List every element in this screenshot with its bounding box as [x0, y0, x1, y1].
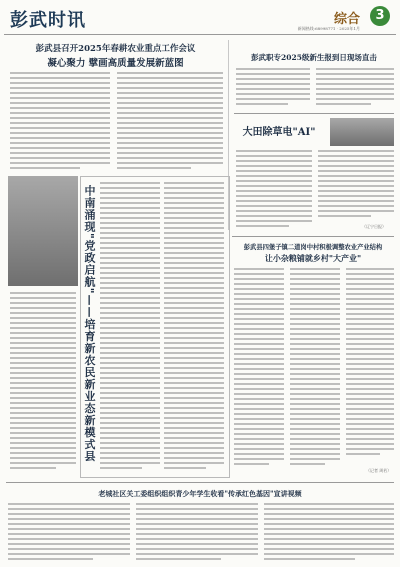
article-6-body-col-3	[264, 503, 394, 561]
article-6-body-col-2	[136, 503, 258, 561]
article-6-title: 老城社区关工委组织组织青少年学生收看"传承红色基因"宣讲视频	[98, 489, 302, 498]
masthead-title: 彭武时讯	[10, 10, 86, 31]
article-5-top-rule	[232, 236, 394, 237]
section-label: 综合	[333, 12, 360, 27]
article-2-body-col-2	[316, 68, 394, 110]
article-3-body-col-1	[236, 150, 312, 230]
masthead	[4, 4, 396, 35]
article-5-body-col-1	[234, 268, 284, 473]
article-3-title: 大田除草电"AI"	[242, 127, 316, 138]
article-4-body-col-1	[100, 182, 160, 472]
article-4-vertical-title: 中南涌现"党政启航"——培育新农民新业态新模式县	[83, 185, 96, 463]
article-1-body-col-2	[117, 72, 223, 172]
article-4-photo	[8, 176, 78, 286]
article-3-photo	[330, 118, 394, 146]
masthead-info: 新闻热线:68998771 · 2025年1月	[297, 26, 360, 31]
article-3-credit: （辽宁日报）	[362, 224, 386, 229]
article-4-left-column	[10, 292, 76, 474]
article-2-body-col-1	[236, 68, 310, 110]
article-1-body-col-1	[10, 72, 110, 172]
article-2-title: 彭武职专2025级新生报到日现场直击	[251, 53, 377, 62]
article-6-top-rule	[6, 482, 394, 483]
article-5-body-col-2	[290, 268, 340, 473]
article-5-body-col-3	[346, 268, 394, 468]
article-6-body-col-1	[8, 503, 130, 561]
article-2-separator	[234, 113, 394, 114]
article-5-title-line-2: 让小杂粮铺就乡村"大产业"	[264, 253, 362, 263]
article-4-body-col-2	[164, 182, 224, 472]
article-5-credit: （记者 周若）	[366, 468, 392, 473]
article-3-body-col-2	[318, 150, 394, 222]
article-5-title-line-1: 彭武县四堡子镇二道岗中村积极调整农业产业结构	[243, 244, 383, 251]
page-number-badge: 3	[370, 6, 390, 26]
article-1-title-line-1: 彭武县召开2025年春耕农业重点工作会议	[35, 44, 196, 54]
article-1-title-line-2: 凝心聚力 擘画高质量发展新蓝图	[47, 58, 184, 69]
